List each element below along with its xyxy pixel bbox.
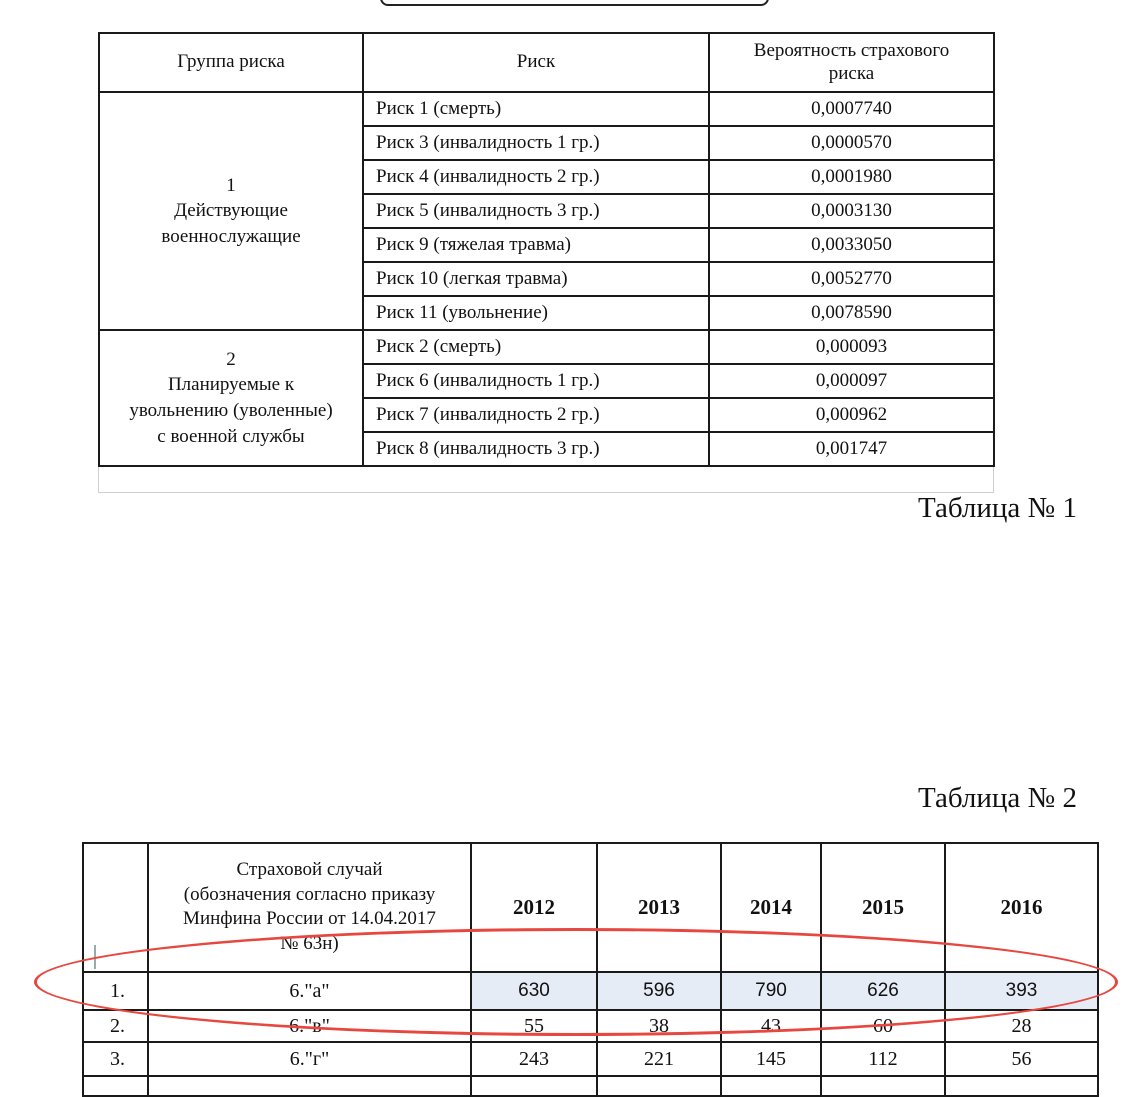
table-row (99, 92, 994, 126)
header-insurance-case: Страховой случай (обозначения согласно приказу Минфина России от 14.04.2017 № 63н) (148, 843, 471, 972)
row-number: 3. (83, 1042, 148, 1076)
value-cell: 630 (471, 972, 597, 1010)
risk-name: Риск 3 (инвалидность 1 гр.) (363, 126, 709, 160)
risk-probability: 0,001747 (709, 432, 994, 466)
row-number: 2. (83, 1010, 148, 1042)
risk-probability: 0,0001980 (709, 160, 994, 194)
risk-name: Риск 1 (смерть) (363, 92, 709, 126)
risk-name: Риск 7 (инвалидность 2 гр.) (363, 398, 709, 432)
risk-probability: 0,0052770 (709, 262, 994, 296)
value-cell: 38 (597, 1010, 721, 1042)
value-cell: 43 (721, 1010, 821, 1042)
risk-probability: 0,0078590 (709, 296, 994, 330)
table-row-partial (83, 1076, 1098, 1096)
table2-caption: Таблица № 2 (918, 782, 1077, 814)
header-year: 2014 (721, 843, 821, 972)
risk-name: Риск 11 (увольнение) (363, 296, 709, 330)
value-cell: 56 (945, 1042, 1098, 1076)
risk-probability: 0,0007740 (709, 92, 994, 126)
value-cell: 626 (821, 972, 945, 1010)
risk-probability: 0,0033050 (709, 228, 994, 262)
value-cell: 28 (945, 1010, 1098, 1042)
insurance-case: 6."в" (148, 1010, 471, 1042)
risk-probability: 0,0003130 (709, 194, 994, 228)
value-cell: 55 (471, 1010, 597, 1042)
risk-name: Риск 10 (легкая травма) (363, 262, 709, 296)
header-year: 2012 (471, 843, 597, 972)
table1-header-row (99, 33, 994, 92)
risk-group-2: 2 Планируемые к увольнению (уволенные) с военной службы (99, 330, 363, 466)
value-cell: 393 (945, 972, 1098, 1010)
risk-probability: 0,000093 (709, 330, 994, 364)
value-cell: 243 (471, 1042, 597, 1076)
table-row (83, 1042, 1098, 1076)
insurance-case: 6."г" (148, 1042, 471, 1076)
risk-name: Риск 5 (инвалидность 3 гр.) (363, 194, 709, 228)
table-row (83, 972, 1098, 1010)
table1-caption: Таблица № 1 (918, 492, 1077, 524)
risk-probability: 0,000962 (709, 398, 994, 432)
header-number (83, 843, 148, 972)
header-risk-group: Группа риска (99, 33, 363, 92)
text-cursor (94, 945, 96, 969)
header-risk: Риск (363, 33, 709, 92)
value-cell: 112 (821, 1042, 945, 1076)
header-year: 2013 (597, 843, 721, 972)
row-number: 1. (83, 972, 148, 1010)
table-row (99, 330, 994, 364)
header-probability: Вероятность страхового риска (709, 33, 994, 92)
risk-group-1: 1 Действующие военнослужащие (99, 92, 363, 330)
risk-name: Риск 6 (инвалидность 1 гр.) (363, 364, 709, 398)
table1-empty-footer (98, 467, 994, 493)
header-year: 2016 (945, 843, 1098, 972)
insurance-case: 6."а" (148, 972, 471, 1010)
risk-probability: 0,000097 (709, 364, 994, 398)
top-overlay-bar (380, 0, 769, 6)
value-cell: 221 (597, 1042, 721, 1076)
value-cell: 60 (821, 1010, 945, 1042)
header-year: 2015 (821, 843, 945, 972)
table2-header-row (83, 843, 1098, 972)
insurance-cases-table (82, 842, 1099, 1097)
risk-probability-table (98, 32, 995, 467)
risk-probability: 0,0000570 (709, 126, 994, 160)
risk-name: Риск 2 (смерть) (363, 330, 709, 364)
risk-name: Риск 4 (инвалидность 2 гр.) (363, 160, 709, 194)
risk-name: Риск 8 (инвалидность 3 гр.) (363, 432, 709, 466)
risk-name: Риск 9 (тяжелая травма) (363, 228, 709, 262)
value-cell: 596 (597, 972, 721, 1010)
value-cell: 145 (721, 1042, 821, 1076)
value-cell: 790 (721, 972, 821, 1010)
table-row (83, 1010, 1098, 1042)
